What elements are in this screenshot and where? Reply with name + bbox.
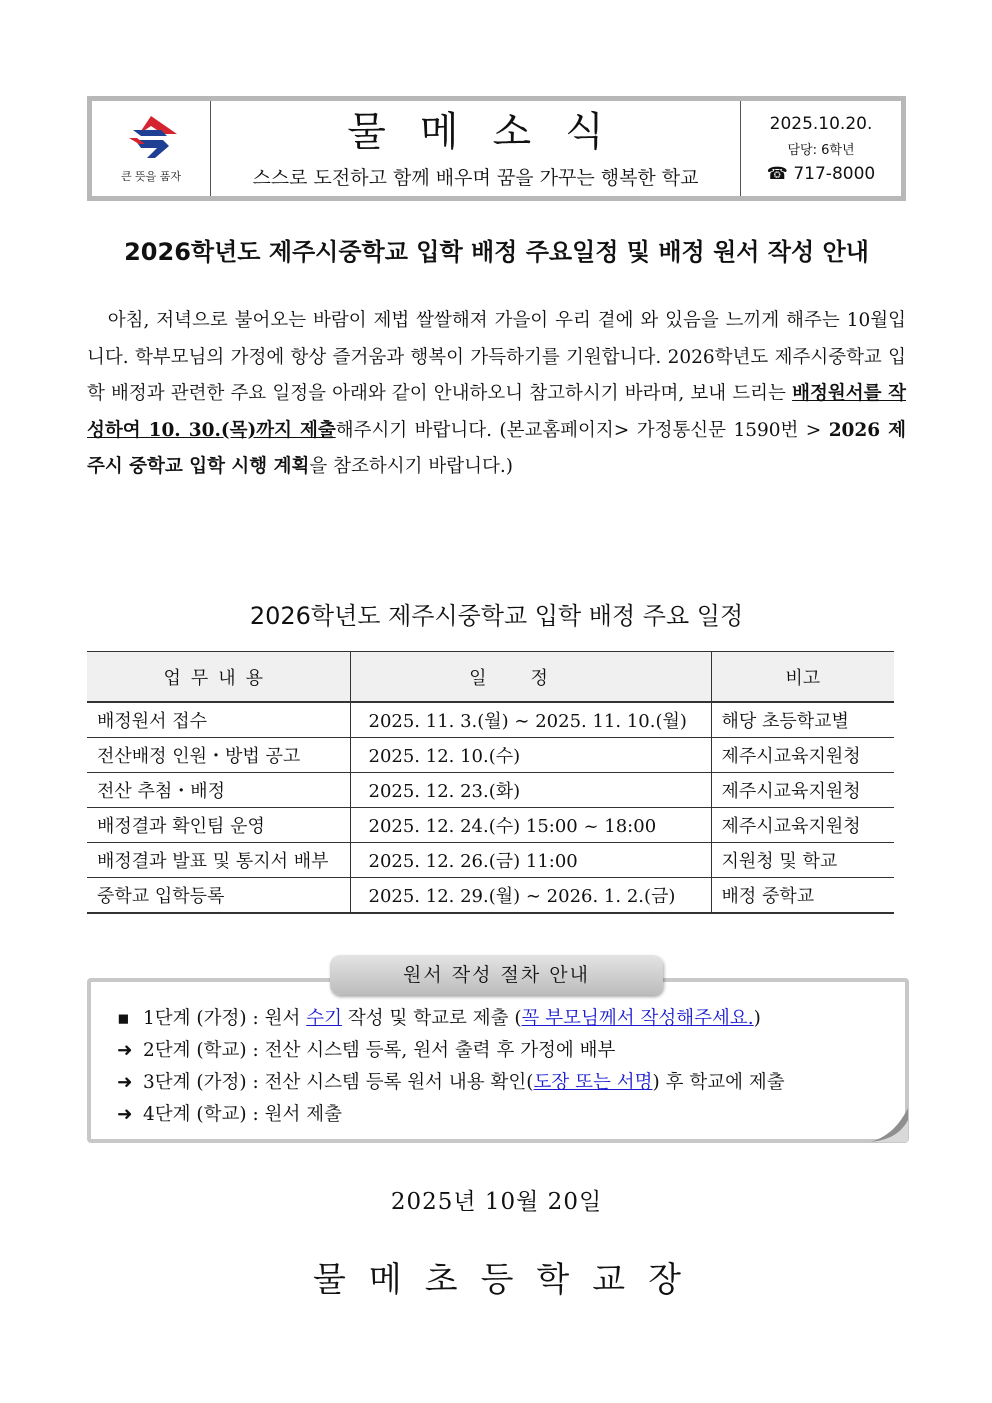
note-cell: 해당 초등학교별: [711, 702, 894, 738]
newsletter-title: 물메소식: [347, 109, 638, 155]
list-item: [117, 1099, 785, 1131]
note-cell: 제주시교육지원청: [711, 738, 894, 773]
list-item: [117, 1035, 785, 1067]
arrow-right-icon: ➜: [117, 1072, 133, 1093]
step-text: 작성 및 학교로 제출 (: [341, 1008, 522, 1029]
intro-text-3: 을 참조하시기 바랍니다.): [309, 456, 513, 477]
department: 담당: 6학년: [787, 142, 855, 158]
date-cell: 2025. 12. 10.(수): [350, 738, 711, 773]
task-cell: 중학교 입학등록: [87, 878, 350, 914]
logo-caption: 큰 뜻을 품자: [120, 169, 182, 183]
header-note: 비고: [711, 652, 894, 703]
telephone-icon: ☎: [766, 163, 788, 184]
schedule-header-row: [87, 652, 894, 703]
phone-number: 717-8000: [793, 163, 876, 184]
school-logo-icon: [123, 114, 179, 162]
submission-deadline: 배정원서를 작성하여 10. 30.(목)까지 제출: [87, 383, 907, 441]
header-title-cell: [211, 101, 741, 196]
task-cell: 배정결과 확인팀 운영: [87, 808, 350, 843]
task-cell: 전산배정 인원・방법 공고: [87, 738, 350, 773]
plan-reference: 2026 제주시 중학교 입학 시행 계획: [87, 419, 907, 477]
header-info-cell: [741, 101, 901, 196]
date-cell: 2025. 12. 23.(화): [350, 773, 711, 808]
note-cell: 제주시교육지원청: [711, 808, 894, 843]
step-text: ): [753, 1008, 761, 1029]
newsletter-header: [87, 96, 906, 201]
date-cell: 2025. 12. 29.(월) ∼ 2026. 1. 2.(금): [350, 878, 711, 914]
step-text: ) 후 학교에 제출: [652, 1072, 785, 1093]
bullet-icon: ▪: [117, 1008, 130, 1029]
step-name: 4단계 (학교): [143, 1104, 247, 1125]
intro-paragraph: [87, 303, 906, 486]
table-row: [87, 808, 894, 843]
table-row: [87, 773, 894, 808]
table-row: [87, 878, 894, 914]
principal-signature: 물메초등학교장: [313, 1260, 704, 1300]
phone-line: [767, 164, 875, 184]
table-row: [87, 702, 894, 738]
step-name: 3단계 (가정): [143, 1072, 247, 1093]
table-row: [87, 738, 894, 773]
schedule-title: 2026학년도 제주시중학교 입학 배정 주요 일정: [249, 602, 744, 630]
task-cell: 전산 추첨・배정: [87, 773, 350, 808]
schedule-table: [87, 651, 894, 914]
task-cell: 배정원서 접수: [87, 702, 350, 738]
date-cell: 2025. 12. 24.(수) 15:00 ~ 18:00: [350, 808, 711, 843]
step-text: : 원서: [246, 1008, 307, 1029]
arrow-right-icon: ➜: [117, 1104, 133, 1125]
procedure-steps: [117, 1003, 785, 1131]
main-title: 2026학년도 제주시중학교 입학 배정 주요일정 및 배정 원서 작성 안내: [124, 238, 869, 266]
list-item: [117, 1067, 785, 1099]
note-cell: 제주시교육지원청: [711, 773, 894, 808]
issue-date: 2025.10.20.: [769, 113, 873, 134]
intro-text-1: 아침, 저녁으로 불어오는 바람이 제법 쌀쌀해져 가을이 우리 곁에 와 있음을 느끼게 해주는 10월입니다. 학부모님의 가정에 항상 즐거움과 행복이 가득하기를 기원합니다. 2026학년도 제주시중학교 입학 배정과 관련한 주요 일정을 아래와 같이 안내하오니 참고하시기 바라며, 보내 드리는: [87, 310, 906, 404]
stamp-or-sign-emphasis: 도장 또는 서명: [533, 1072, 653, 1093]
list-item: [117, 1003, 785, 1035]
step-name: 2단계 (학교): [143, 1040, 247, 1061]
intro-text-2: 해주시기 바랍니다. (본교홈페이지> 가정통신문 1590번 >: [335, 419, 829, 441]
school-motto: 스스로 도전하고 함께 배우며 꿈을 가꾸는 행복한 학교: [252, 167, 699, 189]
step-text: : 전산 시스템 등록, 원서 출력 후 가정에 배부: [246, 1040, 616, 1061]
date-cell: 2025. 11. 3.(월) ∼ 2025. 11. 10.(월): [350, 702, 711, 738]
step-name: 1단계 (가정): [143, 1008, 247, 1029]
note-cell: 배정 중학교: [711, 878, 894, 914]
date-cell: 2025. 12. 26.(금) 11:00: [350, 843, 711, 878]
handwritten-emphasis: 수기: [306, 1008, 342, 1029]
note-cell: 지원청 및 학교: [711, 843, 894, 878]
parent-write-emphasis: 꼭 부모님께서 작성해주세요.: [521, 1008, 754, 1029]
step-text: : 원서 제출: [246, 1104, 342, 1125]
table-row: [87, 843, 894, 878]
page-curl-icon: [868, 1106, 912, 1146]
header-task: 업무내용: [87, 652, 350, 703]
task-cell: 배정결과 발표 및 통지서 배부: [87, 843, 350, 878]
step-text: : 전산 시스템 등록 원서 내용 확인(: [246, 1072, 534, 1093]
arrow-right-icon: ➜: [117, 1040, 133, 1061]
header-date: 일정: [350, 652, 711, 703]
school-logo-cell: [92, 101, 211, 196]
footer-date: 2025년 10월 20일: [390, 1189, 603, 1215]
procedure-label: 원서 작성 절차 안내: [330, 955, 663, 995]
